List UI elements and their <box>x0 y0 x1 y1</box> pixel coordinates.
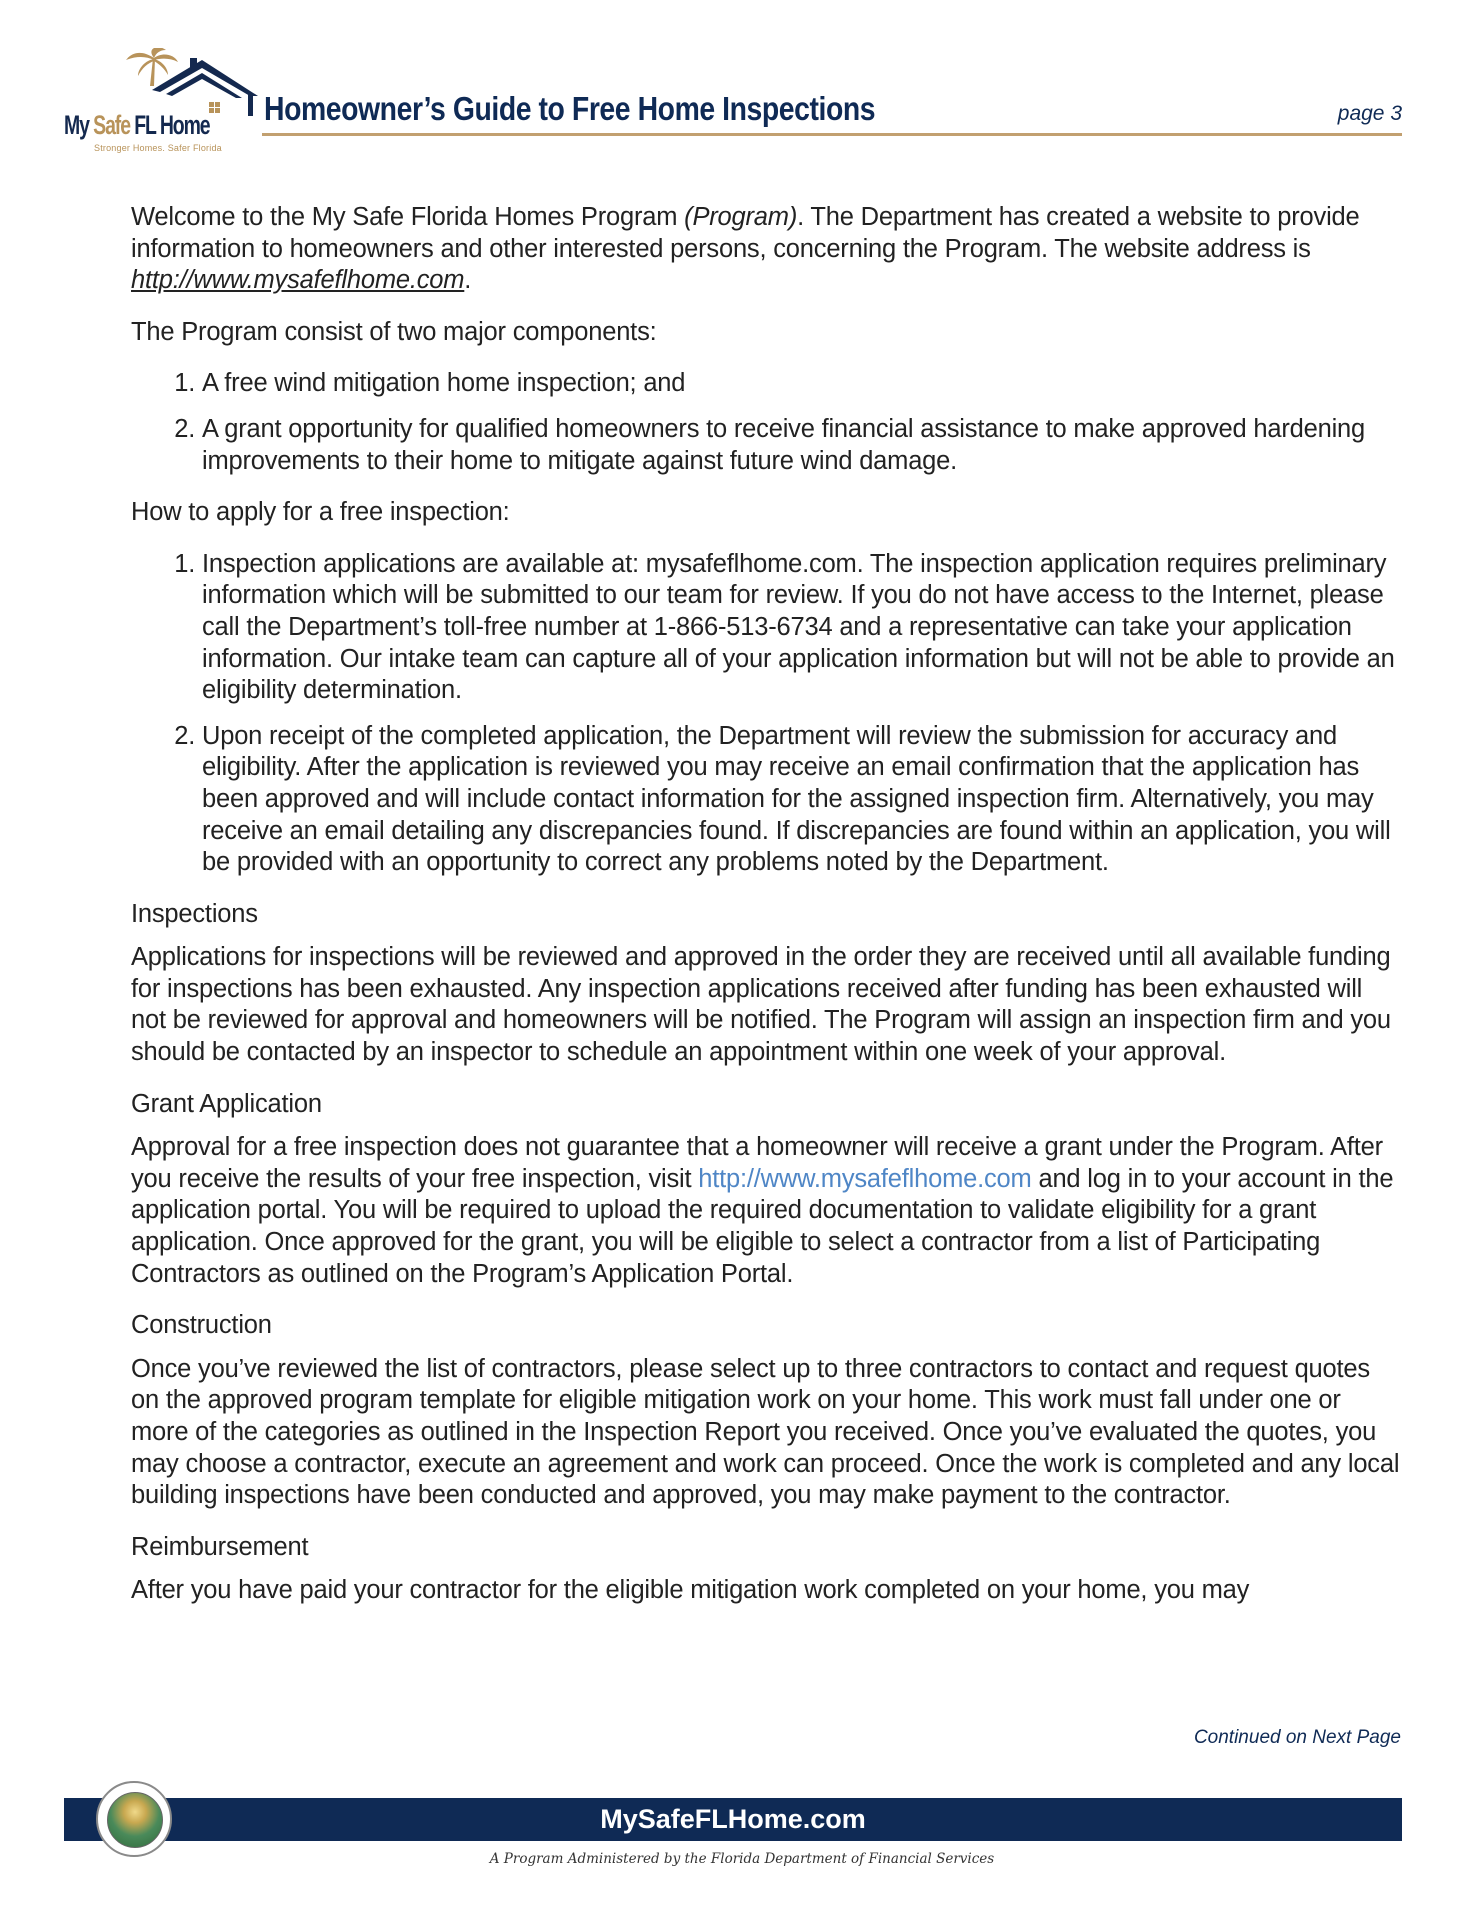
footer-bar <box>64 1798 1402 1841</box>
document-title: Homeowner’s Guide to Free Home Inspections <box>264 90 876 127</box>
continued-note: Continued on Next Page <box>1193 1727 1401 1748</box>
my-safe-fl-home-logo <box>62 48 262 158</box>
intro-paragraph: Welcome to the My Safe Florida Homes Program (Program). The Department has created a website to provide information to homeowners and other interested persons, concerning the Program. The website address is http://www.mysafeflhome.com. <box>131 203 1360 295</box>
logo-word-fl-home: FL Home <box>134 110 210 140</box>
florida-dfs-seal-icon <box>96 1781 172 1857</box>
website-link[interactable]: http://www.mysafeflhome.com <box>131 266 465 295</box>
grant-paragraph: Approval for a free inspection does not guarantee that a homeowner will receive a grant under the Program. After you receive the results of your free inspection, visit http://www.mysafeflhome.com and log in to your account in the application portal. You will be required to upload the required documentation to validate eligibility for a grant application. Once approved for the grant, you will be eligible to select a contractor from a list of Participating Contractors as outlined on the Program’s Application Portal. <box>131 1133 1394 1288</box>
apply-steps-list <box>131 549 1403 879</box>
construction-paragraph: Once you’ve reviewed the list of contractors, please select up to three contractors to contact and request quotes on the approved program template for eligible mitigation work on your home. This work must fall under one or more of the categories as outlined in the Inspection Report you received. Once you’ve evaluated the quotes, you may choose a contractor, execute an agreement and work can proceed. Once the work is completed and any local building inspections have been conducted and approved, you may make payment to the contractor. <box>131 1354 1400 1510</box>
section-heading-inspections: Inspections <box>131 899 258 928</box>
header-divider <box>262 133 1402 136</box>
footer-tagline: A Program Administered by the Florida Department of Financial Services <box>489 1851 995 1867</box>
program-term: (Program) <box>684 203 798 231</box>
logo-word-my: My <box>64 110 89 140</box>
seal-emblem <box>107 1792 163 1848</box>
inspections-paragraph: Applications for inspections will be reviewed and approved in the order they are received until all available funding for inspections has been exhausted. Any inspection applications received after funding has been exhausted will not be reviewed for approval and homeowners will be notified. The Program will assign an inspection firm and you should be contacted by an inspector to schedule an appointment within one week of your approval. <box>131 943 1391 1067</box>
page-header <box>0 0 1484 160</box>
section-heading-construction: Construction <box>131 1311 272 1340</box>
footer-website[interactable]: MySafeFLHome.com <box>600 1804 866 1834</box>
section-heading-grant-application: Grant Application <box>131 1089 322 1118</box>
list-item: 1. Inspection applications are available at: mysafeflhome.com. The inspection application requires preliminary information which will be submitted to our team for review. If you do not have access to the Internet, please call the Department’s toll-free number at 1-866-513-6734 and a representative can take your application information. Our intake team can capture all of your application information but will not be able to provide an eligibility determination. <box>202 549 1403 707</box>
components-list <box>131 368 1403 477</box>
section-heading-reimbursement: Reimbursement <box>131 1532 309 1561</box>
grant-website-link[interactable]: http://www.mysafeflhome.com <box>698 1164 1032 1193</box>
page-number: page 3 <box>1337 102 1402 125</box>
list-item: 1. A free wind mitigation home inspection; and <box>202 368 1403 400</box>
logo-word-safe: Safe <box>93 110 130 140</box>
list-item: 2. A grant opportunity for qualified homeowners to receive financial assistance to make approved hardening improvements to their home to mitigate against future wind damage. <box>202 414 1403 477</box>
reimbursement-paragraph: After you have paid your contractor for the eligible mitigation work completed on your home, you may <box>131 1576 1250 1605</box>
document-body <box>131 202 1403 1627</box>
logo-wordmark <box>64 110 210 141</box>
palm-house-logo-icon <box>62 48 262 118</box>
apply-intro: How to apply for a free inspection: <box>131 498 510 527</box>
components-intro: The Program consist of two major components: <box>131 317 657 346</box>
logo-tagline: Stronger Homes. Safer Florida <box>94 143 222 153</box>
list-item: 2. Upon receipt of the completed application, the Department will review the submission for accuracy and eligibility. After the application is reviewed you may receive an email confirmation that the application has been approved and will include contact information for the assigned inspection firm. Alternatively, you may receive an email detailing any discrepancies found. If discrepancies are found within an application, you will be provided with an opportunity to correct any problems noted by the Department. <box>202 721 1403 879</box>
